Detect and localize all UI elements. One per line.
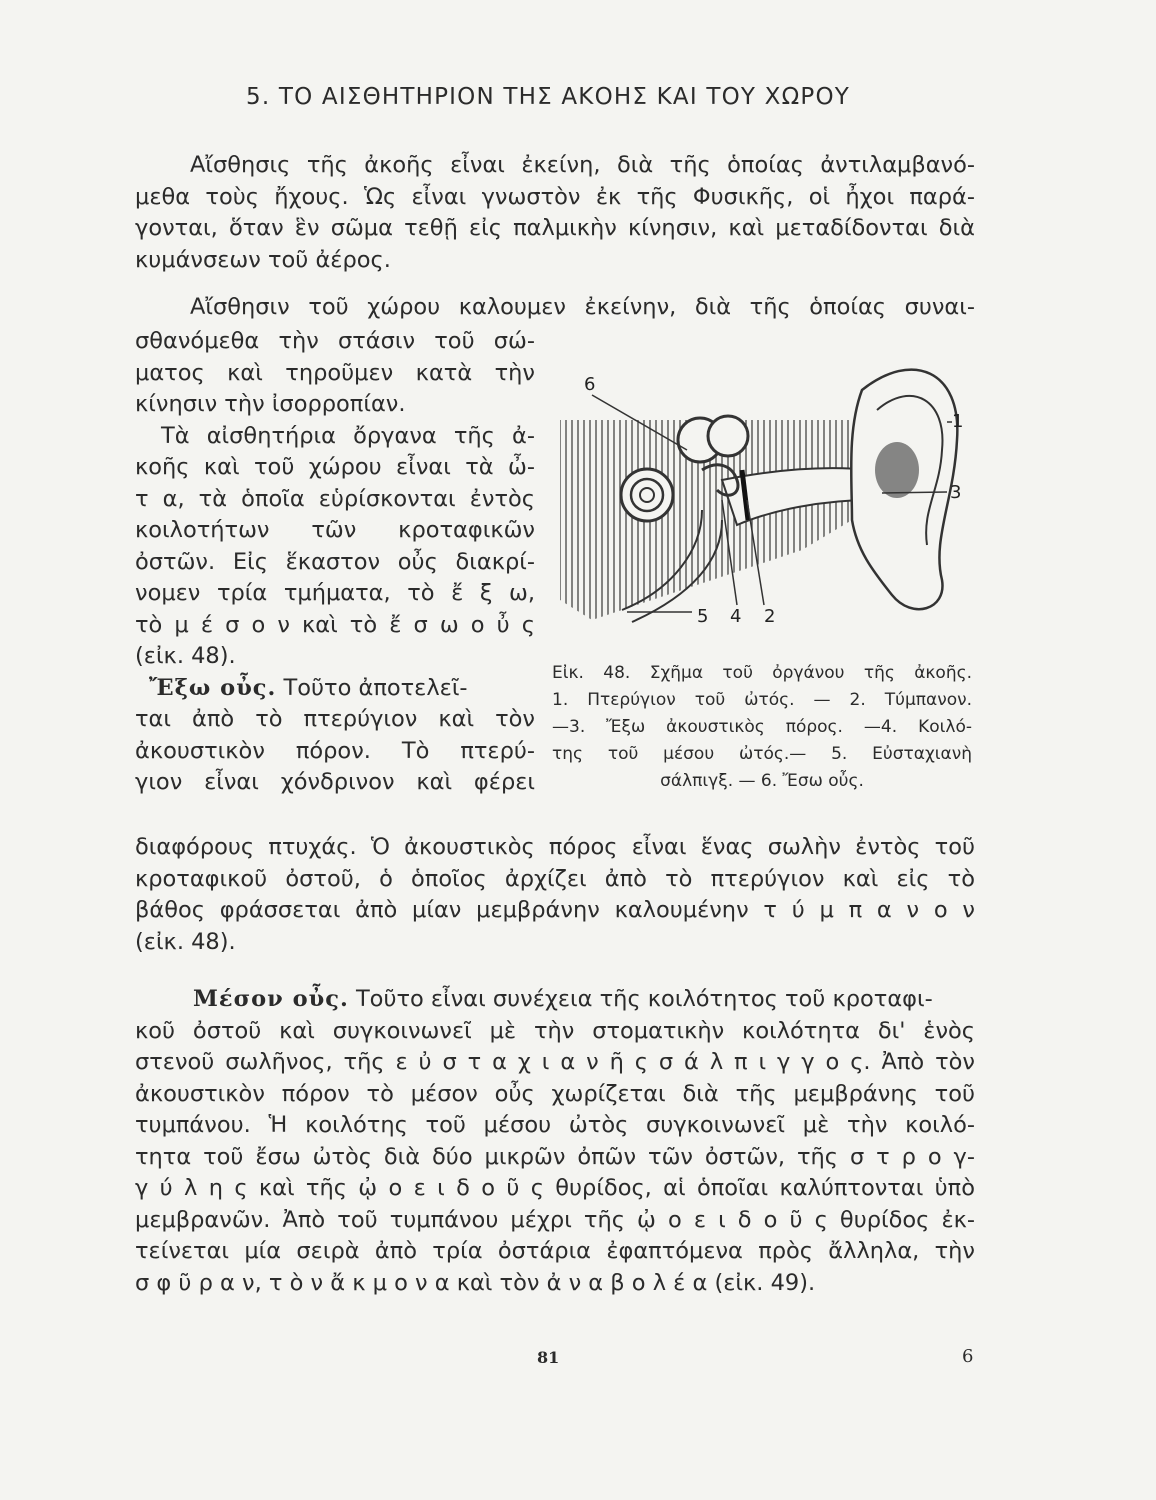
page-number: 81 — [537, 1348, 560, 1367]
text-line: μεθα τοὺς ἤχους. Ὡς εἶναι γνωστὸν ἐκ τῆς Φυσικῆς, οἱ ἦχοι παρά- — [135, 183, 975, 210]
text-fragment: Τοῦτο ἀποτελεῖ- — [283, 674, 468, 701]
text-line: κοῆς καὶ τοῦ χώρου εἶναι τὰ ὦ- — [135, 454, 535, 480]
text-line: σθανόμεθα τὴν στάσιν τοῦ σώ- — [135, 328, 535, 354]
label-5: 5 — [697, 606, 709, 627]
left-column-text — [135, 326, 535, 799]
caption-line: 1. Πτερύγιον τοῦ ὠτός. — 2. Τύμπανον. — [552, 690, 972, 710]
section-heading-middle-ear: Μέσον οὖς. — [193, 986, 349, 1012]
text-line: (εἰκ. 48). — [135, 643, 236, 669]
text-line: κοιλοτήτων τῶν κροταφικῶν — [135, 517, 535, 543]
text-line: κίνησιν τὴν ἰσορροπίαν. — [135, 391, 406, 417]
figure-caption — [552, 660, 972, 795]
text-line: τυμπάνου. Ἡ κοιλότης τοῦ μέσου ὠτὸς συγκοινωνεῖ μὲ τὴν κοιλό- — [135, 1112, 975, 1138]
section-heading-outer-ear: Ἔξω οὖς. — [149, 674, 277, 701]
text-line: μεμβρανῶν. Ἀπὸ τοῦ τυμπάνου μέχρι τῆς ᾠ ο ε ι δ ο ῦ ς θυρίδος ἐκ- — [135, 1206, 975, 1233]
text-line: ματος καὶ τηροῦμεν κατὰ τὴν — [135, 359, 535, 386]
text-fragment: Τοῦτο εἶναι συνέχεια τῆς κοιλότητος τοῦ κροταφι- — [355, 986, 933, 1012]
text-line: νομεν τρία τμήματα, τὸ ἔ ξ ω, — [135, 580, 535, 606]
chapter-title: 5. ΤΟ ΑΙΣΘΗΤΗΡΙΟΝ ΤΗΣ ΑΚΟΗΣ ΚΑΙ ΤΟΥ ΧΩΡΟΥ — [246, 84, 851, 110]
ear-diagram-figure — [552, 350, 972, 650]
caption-line: της τοῦ μέσου ὠτός.— 5. Εὐσταχιανὴ — [552, 744, 972, 764]
paragraph-middle-ear — [135, 984, 975, 1299]
caption-line: —3. Ἔξω ἀκουστικὸς πόρος. —4. Κοιλό- — [552, 717, 972, 737]
text-line: κυμάνσεων τοῦ ἀέρος. — [135, 246, 391, 273]
paragraph-space-sense — [135, 292, 975, 324]
caption-line: σάλπιγξ. — 6. Ἔσω οὖς. — [660, 771, 864, 791]
text-line: γ ύ λ η ς καὶ τῆς ᾠ ο ε ι δ ο ῦ ς θυρίδος, αἱ ὁποῖαι καλύπτονται ὑπὸ — [135, 1175, 975, 1201]
text-line: διαφόρους πτυχάς. Ὁ ἀκουστικὸς πόρος εἶναι ἕνας σωλὴν ἐντὸς τοῦ — [135, 834, 975, 860]
text-line: (εἰκ. 48). — [135, 928, 236, 955]
text-line: κοῦ ὀστοῦ καὶ συγκοινωνεῖ μὲ τὴν στοματικὴν κοιλότητα δι' ἑνὸς — [135, 1017, 975, 1044]
concha-shape — [875, 442, 919, 498]
label-2: 2 — [764, 606, 776, 627]
label-6: 6 — [584, 374, 596, 395]
text-line: γιον εἶναι χόνδρινον καὶ φέρει — [135, 769, 535, 795]
label-4: 4 — [730, 606, 742, 627]
text-line: στενοῦ σωλῆνος, τῆς ε ὐ σ τ α χ ι α ν ῆ ς σ ά λ π ι γ γ ο ς. Ἀπὸ τὸν — [135, 1049, 975, 1075]
text-line: σ φ ῦ ρ α ν, τ ὸ ν ἄ κ μ ο ν α καὶ τὸν ἀ ν α β ο λ έ α (εἰκ. 49). — [135, 1269, 816, 1296]
caption-line: Εἰκ. 48. Σχῆμα τοῦ ὀργάνου τῆς ἀκοῆς. — [552, 663, 972, 683]
text-line: τητα τοῦ ἔσω ὠτὸς διὰ δύο μικρῶν ὀπῶν τῶν ὀστῶν, τῆς σ τ ρ ο γ- — [135, 1143, 975, 1170]
text-line: Αἴσθησιν τοῦ χώρου καλουμεν ἐκείνην, διὰ τῆς ὁποίας συναι- — [190, 294, 975, 320]
text-line: ται ἀπὸ τὸ πτερύγιον καὶ τὸν — [135, 706, 535, 732]
text-line — [135, 984, 975, 1016]
text-line: βάθος φράσσεται ἀπὸ μίαν μεμβράνην καλουμένην τ ύ μ π α ν ο ν — [135, 897, 975, 923]
signature-mark: 6 — [962, 1346, 974, 1367]
text-line: ἀκουστικὸν πόρον. Τὸ πτερύ- — [135, 737, 535, 764]
text-line: τὸ μ έ σ ο ν καὶ τὸ ἔ σ ω ο ὖ ς — [135, 611, 535, 638]
text-line — [135, 673, 535, 705]
label-1: 1 — [952, 411, 964, 432]
text-line: Αἴσθησις τῆς ἀκοῆς εἶναι ἐκείνη, διὰ τῆς ὁποίας ἀντιλαμβανό- — [190, 152, 975, 178]
paragraph-outer-ear — [135, 832, 975, 958]
text-line: κροταφικοῦ ὀστοῦ, ὁ ὁποῖος ἀρχίζει ἀπὸ τὸ πτερύγιον καὶ εἰς τὸ — [135, 865, 975, 892]
semicircular-canal-shape — [708, 416, 748, 456]
text-line: ἀκουστικὸν πόρον τὸ μέσον οὖς χωρίζεται διὰ τῆς μεμβράνης τοῦ — [135, 1080, 975, 1107]
label-3: 3 — [950, 482, 962, 503]
text-line: τείνεται μία σειρὰ ἀπὸ τρία ὀστάρια ἐφαπτόμενα πρὸς ἄλληλα, τὴν — [135, 1238, 975, 1264]
leader-line — [882, 492, 947, 493]
text-line: τ α, τὰ ὁποῖα εὑρίσκονται ἐντὸς — [135, 485, 535, 512]
ear-diagram — [552, 350, 972, 650]
text-line: γονται, ὅταν ἓν σῶμα τεθῇ εἰς παλμικὴν κίνησιν, καὶ μεταδίδονται διὰ — [135, 215, 975, 241]
cochlea-shape — [621, 469, 673, 521]
text-line: ὀστῶν. Εἰς ἕκαστον οὖς διακρί- — [135, 548, 535, 575]
text-line: Τὰ αἰσθητήρια ὄργανα τῆς ἀ- — [161, 422, 535, 449]
paragraph-hearing — [135, 150, 975, 276]
